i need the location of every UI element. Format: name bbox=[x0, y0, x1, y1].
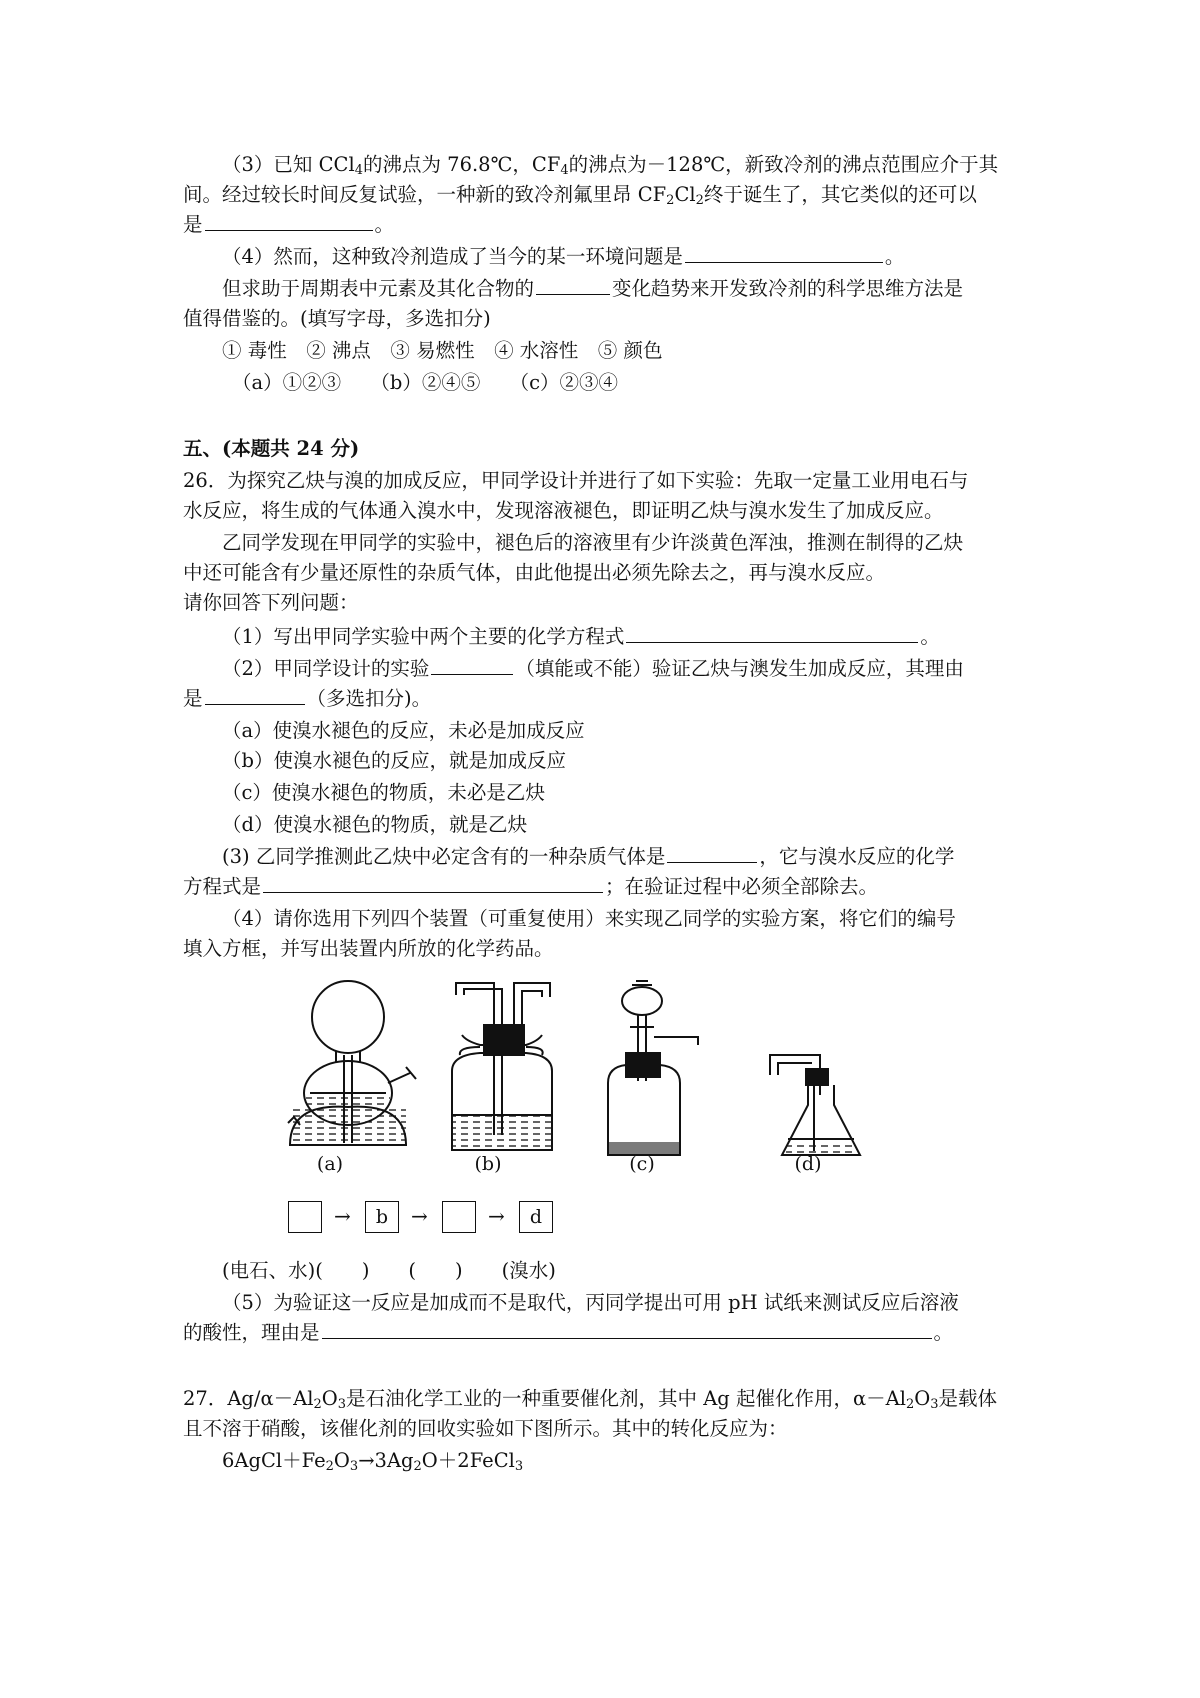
q26-part4-line1: （4）请你选用下列四个装置（可重复使用）来实现乙同学的实验方案，将它们的编号 bbox=[222, 907, 956, 930]
apparatus-slot-1[interactable] bbox=[288, 1201, 322, 1233]
apparatus-slot-3[interactable] bbox=[442, 1201, 476, 1233]
q26-reagents: (电石、水)( ) ( ) (溴水) bbox=[222, 1259, 556, 1282]
caption-d: (d) bbox=[794, 1153, 822, 1175]
q27-line1: 27．$Ag/\alpha-Al_2O_3$是石油化学工业的一种重要催化剂，其中 Ag 起催化作用，$\alpha-Al_2O_3$是载体 bbox=[183, 1387, 998, 1412]
apparatus-slot-2: b bbox=[365, 1201, 399, 1233]
q26-part5-line1: （5）为验证这一反应是加成而不是取代，丙同学提出可用 pH 试纸来测试反应后溶液 bbox=[222, 1291, 959, 1314]
q25-choices: （a）①②③ （b）②④⑤ （c）②③④ bbox=[232, 371, 619, 394]
q26-part2-line2: 是 （多选扣分)。 bbox=[183, 684, 431, 714]
flow-arrow: → bbox=[334, 1204, 351, 1228]
answer-blank[interactable] bbox=[263, 872, 603, 893]
q26-part5-line2: 的酸性，理由是 。 bbox=[183, 1318, 953, 1348]
apparatus-figure bbox=[280, 975, 920, 1165]
section-title: 五、(本题共 24 分) bbox=[183, 437, 360, 460]
q26-intro-line2: 水反应，将生成的气体通入溴水中，发现溶液褪色，即证明乙炔与溴水发生了加成反应。 bbox=[183, 499, 944, 522]
q26-prompt: 请你回答下列问题： bbox=[183, 591, 359, 614]
answer-blank[interactable] bbox=[626, 622, 918, 643]
caption-b: (b) bbox=[474, 1153, 502, 1175]
gas-wash-bottle-b bbox=[452, 983, 552, 1150]
flow-arrow: → bbox=[488, 1204, 505, 1228]
q26-intro-line1: 26．为探究乙炔与溴的加成反应，甲同学设计并进行了如下实验：先取一定量工业用电石与 bbox=[183, 469, 969, 492]
kipp-generator-a bbox=[288, 981, 416, 1145]
q25-properties: ① 毒性 ② 沸点 ③ 易燃性 ④ 水溶性 ⑤ 颜色 bbox=[222, 339, 663, 362]
apparatus-slot-4: d bbox=[519, 1201, 553, 1233]
answer-blank[interactable] bbox=[667, 842, 757, 863]
q26-intro-line4: 中还可能含有少量还原性的杂质气体，由此他提出必须先除去之，再与溴水反应。 bbox=[183, 561, 886, 584]
q26-part3-line2: 方程式是 ；在验证过程中必须全部除去。 bbox=[183, 872, 878, 902]
q26-intro-line3: 乙同学发现在甲同学的实验中，褪色后的溶液里有少许淡黄色浑浊，推测在制得的乙炔 bbox=[222, 531, 964, 554]
q26-part2-line1: （2）甲同学设计的实验 （填能或不能）验证乙炔与澳发生加成反应，其理由 bbox=[222, 654, 964, 684]
q26-option-a: （a）使溴水褪色的反应，未必是加成反应 bbox=[222, 719, 585, 742]
q27-line2: 且不溶于硝酸，该催化剂的回收实验如下图所示。其中的转化反应为： bbox=[183, 1417, 788, 1440]
funnel-generator-c bbox=[608, 981, 698, 1155]
q25-part5-line1: 但求助于周期表中元素及其化合物的 变化趋势来开发致冷剂的科学思维方法是 bbox=[222, 274, 963, 304]
q25-part3-line1: （3）已知 CCl$_4$的沸点为 76.8℃，$CF_4$的沸点为－128℃，新致冷剂的沸点范围应介于其 bbox=[222, 153, 999, 178]
q26-part4-line2: 填入方框，并写出装置内所放的化学药品。 bbox=[183, 937, 554, 960]
q27-equation: $6AgCl+Fe_2O_3\to 3Ag_2O+2FeCl_3$ bbox=[222, 1449, 524, 1474]
q26-part3-line1: (3) 乙同学推测此乙炔中必定含有的一种杂质气体是 ，它与溴水反应的化学 bbox=[222, 842, 954, 872]
caption-a: (a) bbox=[316, 1153, 344, 1175]
conical-flask-d bbox=[770, 1055, 860, 1155]
answer-blank[interactable] bbox=[685, 242, 883, 263]
q25-part3-line3: 是 。 bbox=[183, 210, 394, 240]
q25-part5-line2: 值得借鉴的。(填写字母，多选扣分) bbox=[183, 307, 491, 330]
q26-part1: （1）写出甲同学实验中两个主要的化学方程式 。 bbox=[222, 622, 940, 652]
answer-blank[interactable] bbox=[431, 654, 513, 675]
caption-c: (c) bbox=[629, 1153, 655, 1175]
q26-option-d: （d）使溴水褪色的物质，就是乙炔 bbox=[222, 813, 527, 836]
answer-blank[interactable] bbox=[536, 274, 610, 295]
answer-blank[interactable] bbox=[205, 684, 305, 705]
answer-blank[interactable] bbox=[205, 210, 373, 231]
flow-arrow: → bbox=[411, 1204, 428, 1228]
q25-part4: （4）然而，这种致冷剂造成了当今的某一环境问题是 。 bbox=[222, 242, 904, 272]
q25-part3-line2: 间。经过较长时间反复试验，一种新的致冷剂氟里昂 $CF_2Cl_2$终于诞生了，其它类似的还可以 bbox=[183, 183, 977, 208]
q26-option-c: （c）使溴水褪色的物质，未必是乙炔 bbox=[222, 781, 545, 804]
answer-blank[interactable] bbox=[322, 1318, 932, 1339]
q26-option-b: （b）使溴水褪色的反应，就是加成反应 bbox=[222, 749, 566, 772]
